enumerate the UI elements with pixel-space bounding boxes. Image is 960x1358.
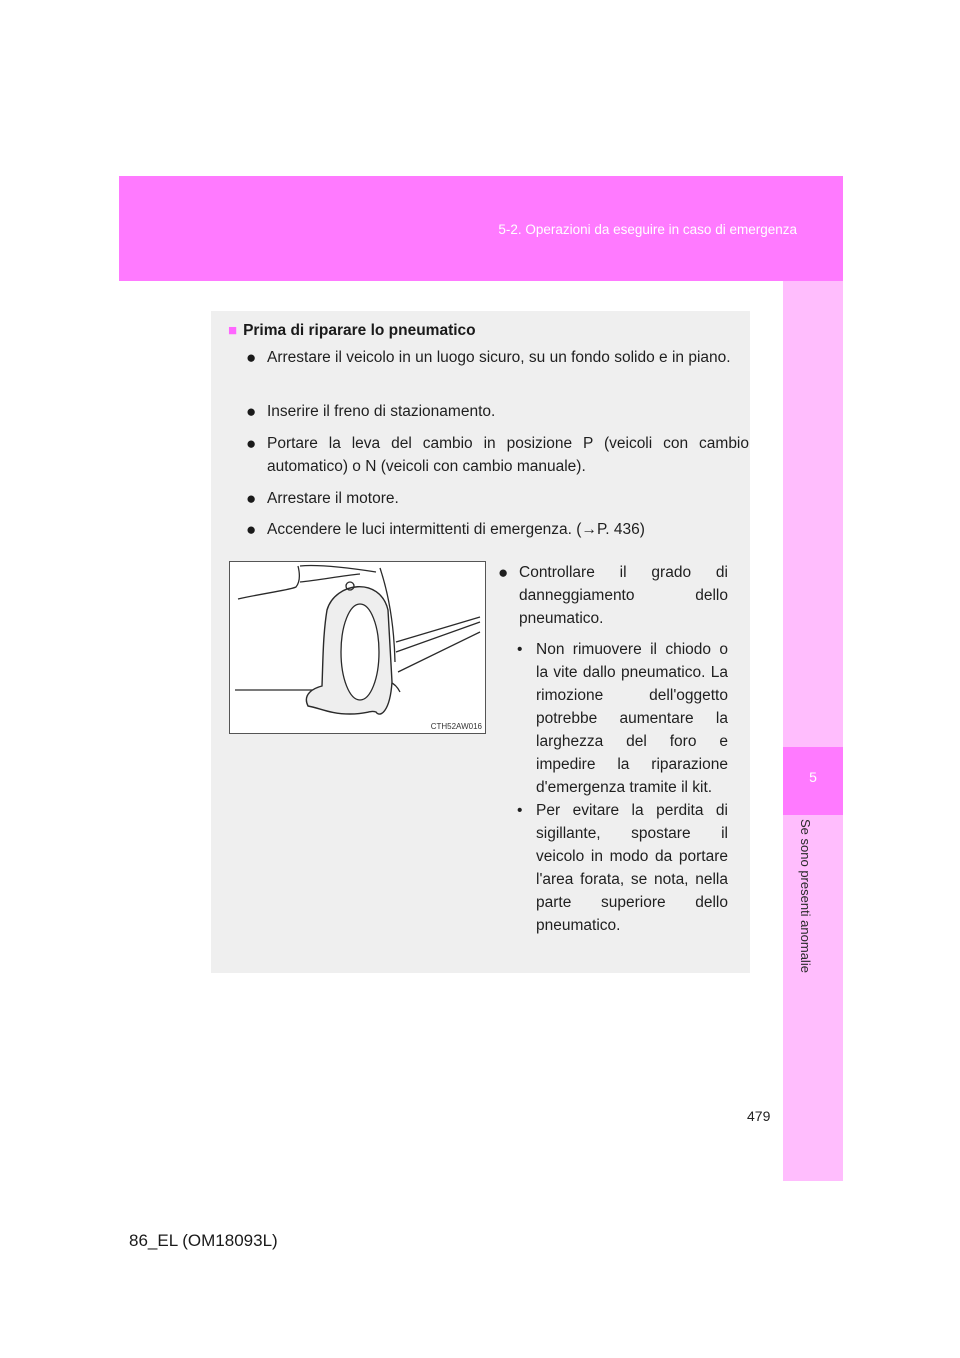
list-item — [498, 561, 728, 630]
list-item-text: Accendere le luci intermittenti di emergenza. (→P. 436) — [267, 521, 645, 538]
sub-bullet-icon: • — [517, 802, 523, 819]
list-item — [246, 400, 749, 423]
info-panel — [211, 311, 750, 973]
list-item — [246, 487, 749, 510]
tire-illustration-svg — [230, 562, 485, 733]
chapter-tab-active[interactable] — [783, 747, 843, 815]
bullet-icon: ● — [246, 402, 257, 421]
bullet-icon: ● — [246, 489, 257, 508]
list-item-text: Controllare il grado di danneggiamento dello pneumatico. — [519, 564, 728, 627]
list-item — [246, 518, 749, 541]
sub-list-item-text: Per evitare la perdita di sigillante, spostare il veicolo in modo da portare l'area forata, se nota, nella parte superiore dello pneumatico. — [536, 802, 728, 934]
damage-check-column — [498, 561, 728, 937]
chapter-side-tab[interactable]: 5 Se sono presenti anomalie — [783, 281, 843, 1181]
heading-text: Prima di riparare lo pneumatico — [243, 322, 476, 339]
list-item-text: Arrestare il motore. — [267, 490, 399, 507]
sub-list-item — [498, 799, 728, 937]
bullet-icon: ● — [246, 520, 257, 539]
header-band — [119, 176, 843, 281]
section-heading — [228, 322, 476, 340]
list-item-text: Arrestare il veicolo in un luogo sicuro, su un fondo solido e in piano. — [267, 349, 731, 366]
list-item — [246, 346, 749, 369]
bullet-icon: ● — [246, 434, 257, 453]
figure-code: CTH52AW016 — [430, 722, 482, 731]
list-item-text: Portare la leva del cambio in posizione P (veicoli con cambio automatico) o N (veicoli con cambio manuale). — [267, 435, 749, 475]
rim-shape — [341, 604, 379, 700]
list-item — [246, 432, 749, 478]
sub-list-item — [498, 638, 728, 799]
bullet-icon: ● — [498, 563, 509, 582]
heading-square-icon: ■ — [228, 322, 238, 339]
sub-bullet-icon: • — [517, 641, 523, 658]
footer-code: 86_EL (OM18093L) — [129, 1231, 278, 1250]
section-title: 5-2. Operazioni da eseguire in caso di emergenza — [498, 222, 797, 237]
chapter-number: 5 — [809, 769, 817, 785]
tire-damage-illustration — [229, 561, 486, 734]
sub-list-item-text: Non rimuovere il chiodo o la vite dallo pneumatico. La rimozione dell'oggetto potrebbe aumentare la larghezza del foro e impedire la riparazione d'emergenza tramite il kit. — [536, 641, 728, 796]
page-number: 479 — [747, 1108, 771, 1124]
bullet-icon: ● — [246, 348, 257, 367]
list-item-text: Inserire il freno di stazionamento. — [267, 403, 496, 420]
